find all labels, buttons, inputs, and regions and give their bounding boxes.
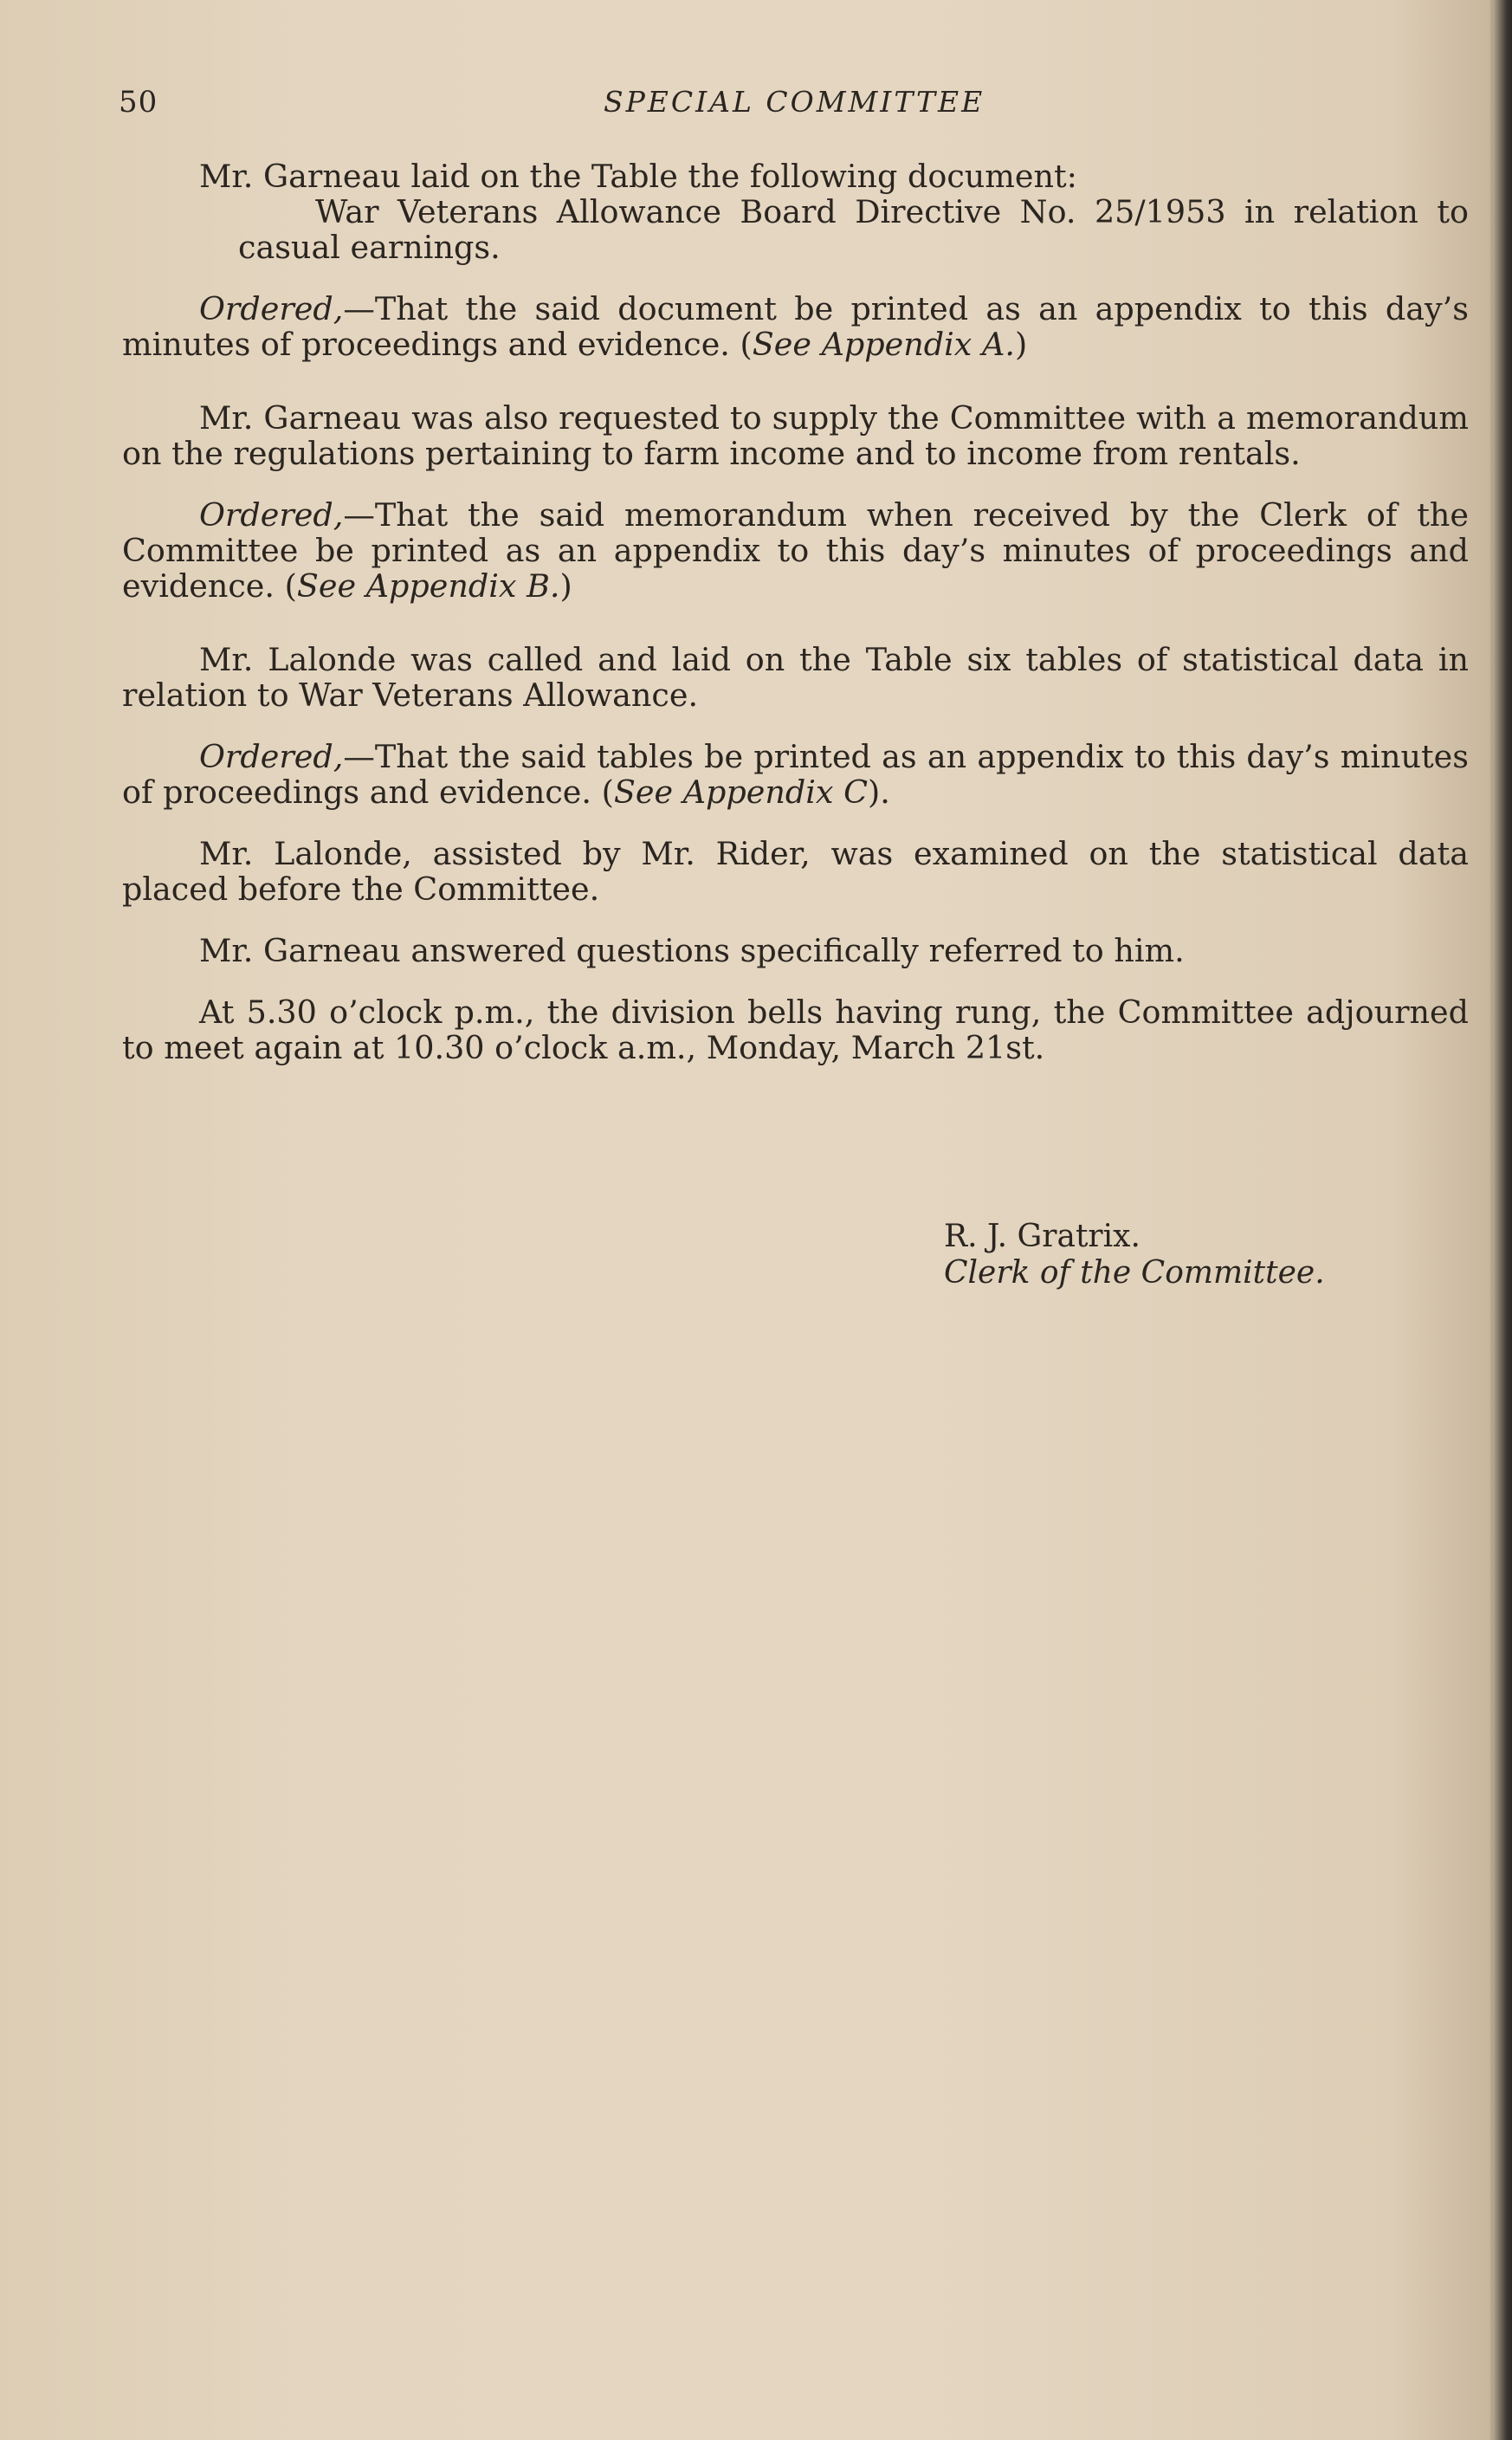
order-text: —That the said tables be printed as an appendix to this day’s minutes of proceedings and evidence. ( (122, 738, 1469, 811)
paragraph-examination: Mr. Lalonde, assisted by Mr. Rider, was examined on the statistical data placed before the Committee. (122, 835, 1469, 908)
paragraph-statistical-tables: Mr. Lalonde was called and laid on the Table six tables of statistical data in relation to War Veterans Allowance. (122, 641, 1469, 714)
paragraph-questions-answered: Mr. Garneau answered questions specifically referred to him. (199, 932, 1185, 969)
ordered-label: Ordered, (199, 496, 344, 534)
ordered-label: Ordered, (199, 738, 344, 775)
signature-block (944, 1219, 1325, 1291)
minutes-body (122, 159, 1469, 1065)
closing-paren: ) (1014, 326, 1028, 363)
paragraph-order-appendix-b (122, 497, 1469, 604)
order-text: —That the said memorandum when received by the Clerk of the Committee be printed as an appendix to this day’s minutes of proceedings and evidence. ( (122, 496, 1469, 605)
paragraph-order-appendix-a (122, 291, 1469, 362)
appendix-reference: See Appendix C (613, 773, 869, 811)
tabled-document-title: War Veterans Allowance Board Directive No. 25/1953 in relation to casual earnings. (238, 193, 1469, 266)
clerk-name: R. J. Gratrix. (944, 1219, 1140, 1254)
ordered-label: Ordered, (199, 290, 344, 327)
paragraph-document-tabled: Mr. Garneau laid on the Table the following document: (199, 158, 1077, 195)
page-header (119, 85, 1470, 128)
paragraph-order-appendix-c (122, 739, 1469, 810)
book-spine-edge (1493, 0, 1512, 2440)
closing-paren: ) (559, 567, 572, 605)
order-text: —That the said document be printed as an appendix to this day’s minutes of proceedings and evidence. ( (122, 290, 1469, 363)
appendix-reference: See Appendix A. (752, 326, 1015, 363)
running-title: SPECIAL COMMITTEE (604, 85, 985, 119)
paragraph-memorandum-request: Mr. Garneau was also requested to supply the Committee with a memorandum on the regulations pertaining to farm income and to income from rentals. (122, 399, 1469, 472)
appendix-reference: See Appendix B. (296, 567, 560, 605)
closing-paren: ). (868, 773, 890, 811)
clerk-title: Clerk of the Committee. (944, 1255, 1325, 1291)
paragraph-adjournment: At 5.30 o’clock p.m., the division bells having rung, the Committee adjourned to meet again at 10.30 o’clock a.m., Monday, March 21st. (122, 993, 1469, 1066)
page-number: 50 (119, 85, 158, 120)
